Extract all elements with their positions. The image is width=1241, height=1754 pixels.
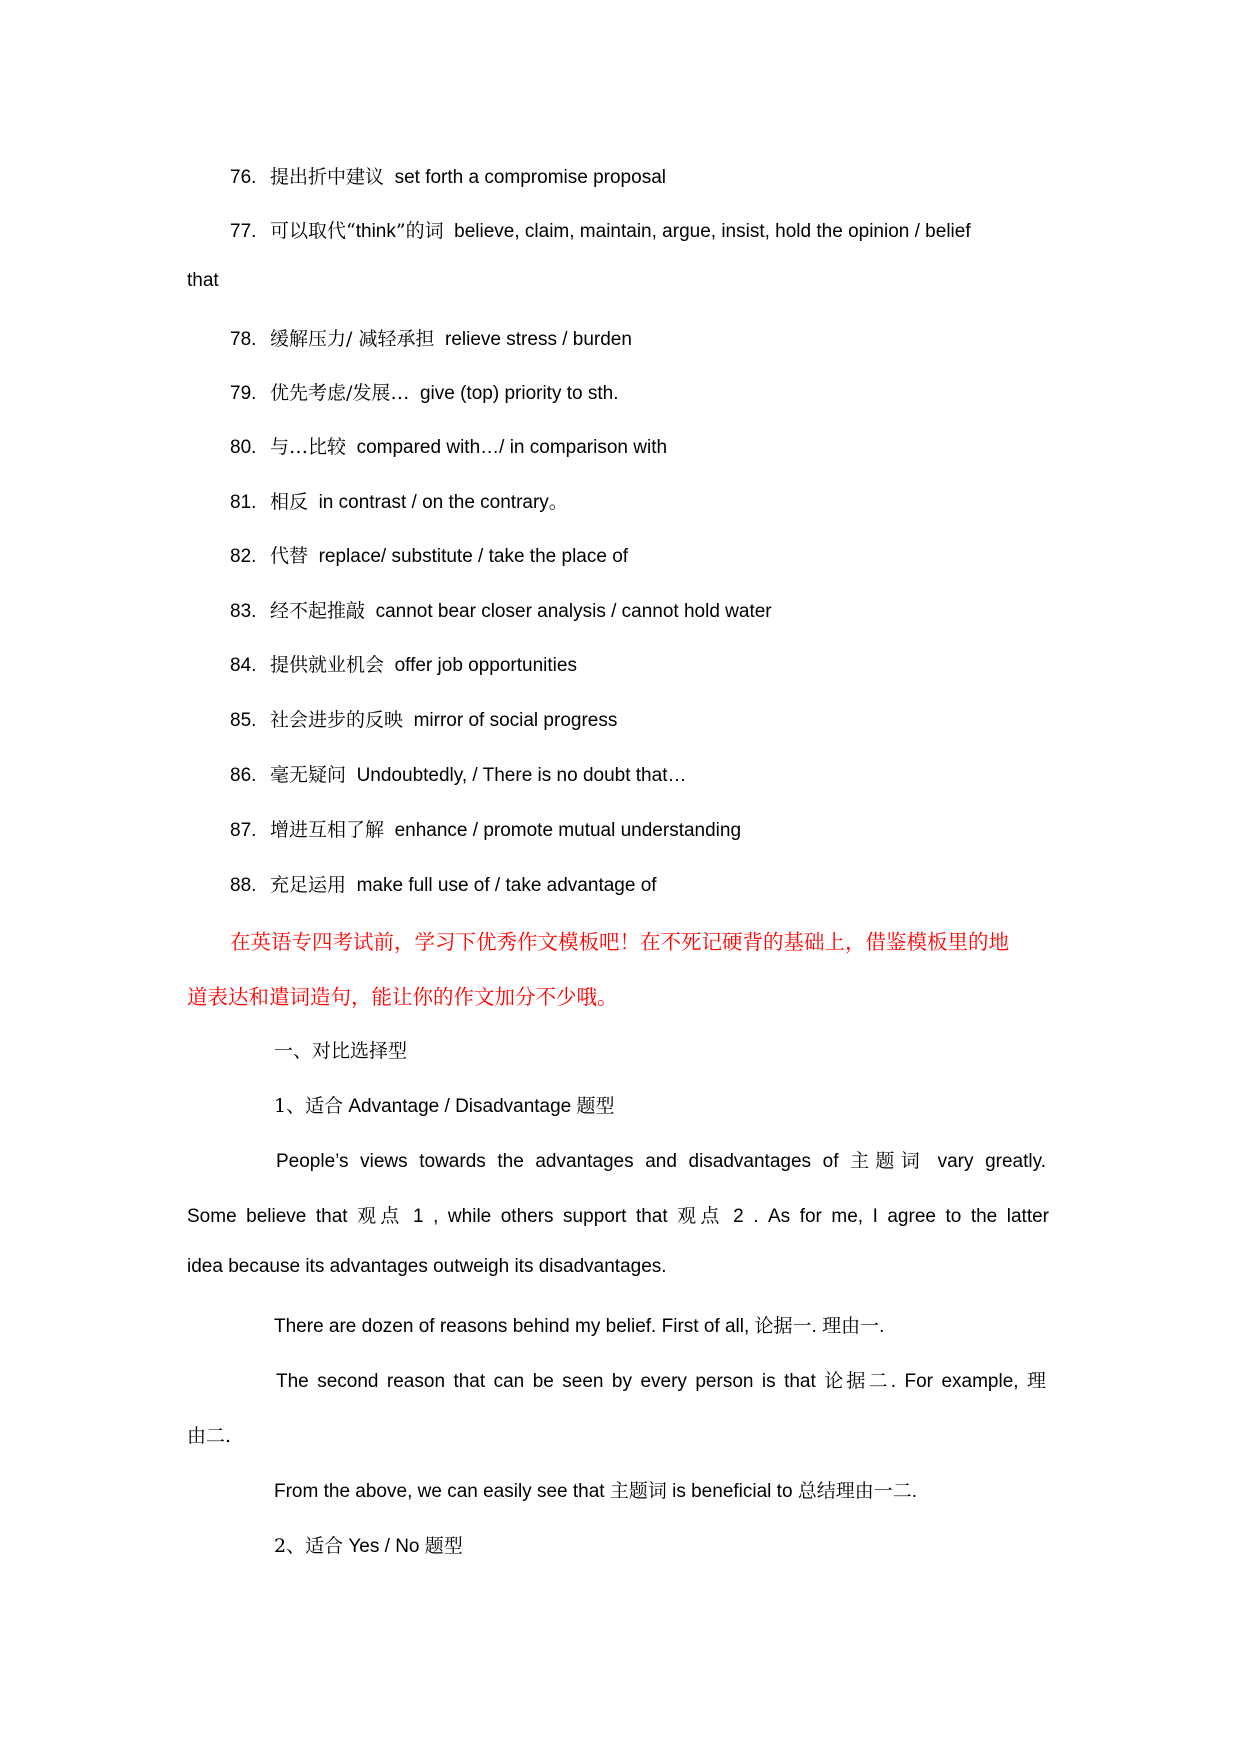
item-number: 88. xyxy=(230,875,257,896)
item-number: 77. xyxy=(230,221,257,242)
item-number: 83. xyxy=(230,601,257,622)
heading-english: Advantage / Disadvantage xyxy=(348,1096,572,1117)
item-english: offer job opportunities xyxy=(394,655,577,676)
item-number: 82. xyxy=(230,546,257,567)
notice-line-2: 道表达和遣词造句，能让你的作文加分不少哦。 xyxy=(187,985,618,1009)
item-english: enhance / promote mutual understanding xyxy=(394,820,742,841)
item-chinese: 代替 xyxy=(270,545,309,567)
item-number: 80. xyxy=(230,437,257,458)
item-chinese: 经不起推敲 xyxy=(270,600,366,622)
item-english: replace/ substitute / take the place of xyxy=(318,546,629,567)
item-english: make full use of / take advantage of xyxy=(356,875,657,896)
paragraph-1-line-2: Some believe that 观点 1 , while others support that 观点 2 . As for me, I agree to the latter xyxy=(187,1206,1049,1227)
paragraph-2: There are dozen of reasons behind my belief. First of all, 论据一. 理由一. xyxy=(274,1316,885,1337)
item-number: 84. xyxy=(230,655,257,676)
template-heading xyxy=(274,1091,615,1118)
paragraph-1-line-3: idea because its advantages outweigh its disadvantages. xyxy=(187,1256,667,1277)
item-english: Undoubtedly, / There is no doubt that… xyxy=(356,765,687,786)
heading-suffix: 题型 xyxy=(424,1535,463,1557)
item-number: 87. xyxy=(230,820,257,841)
item-english: relieve stress / burden xyxy=(445,329,632,350)
section-heading: 一、对比选择型 xyxy=(274,1040,408,1062)
list-item xyxy=(230,162,666,189)
item-number: 79. xyxy=(230,383,257,404)
list-item xyxy=(230,870,657,897)
heading-prefix: 1、适合 xyxy=(274,1095,344,1117)
item-english: set forth a compromise proposal xyxy=(394,167,666,188)
heading-prefix: 2、适合 xyxy=(274,1535,344,1557)
list-item xyxy=(230,487,568,514)
list-item xyxy=(230,705,617,732)
item-chinese-word: think xyxy=(355,221,396,242)
item-continuation: that xyxy=(187,270,219,291)
item-english: cannot bear closer analysis / cannot hold water xyxy=(375,601,772,622)
item-english: in contrast / on the contrary。 xyxy=(318,492,568,513)
list-item xyxy=(230,541,628,568)
list-item xyxy=(230,596,772,623)
item-chinese-prefix: 可以取代“ xyxy=(270,220,356,242)
item-chinese: 充足运用 xyxy=(270,874,347,896)
item-number: 86. xyxy=(230,765,257,786)
item-english: mirror of social progress xyxy=(413,710,618,731)
item-chinese-suffix: ”的词 xyxy=(395,220,444,242)
heading-english: Yes / No xyxy=(348,1536,420,1557)
paragraph-3-line-1: The second reason that can be seen by every person is that 论据二. For example, 理 xyxy=(276,1371,1046,1392)
list-item xyxy=(230,216,971,243)
item-chinese: 优先考虑/发展… xyxy=(270,382,410,404)
item-english: give (top) priority to sth. xyxy=(419,383,619,404)
item-chinese: 提出折中建议 xyxy=(270,166,385,188)
list-item xyxy=(230,760,686,787)
heading-suffix: 题型 xyxy=(576,1095,615,1117)
item-number: 81. xyxy=(230,492,257,513)
item-chinese: 缓解压力/ 减轻承担 xyxy=(270,328,435,350)
list-item xyxy=(230,378,619,405)
item-chinese: 提供就业机会 xyxy=(270,654,385,676)
paragraph-1-line-1: People’s views towards the advantages and disadvantages of 主题词 vary greatly. xyxy=(276,1151,1046,1172)
item-chinese: 社会进步的反映 xyxy=(270,709,404,731)
paragraph-3-line-2: 由二. xyxy=(187,1425,232,1447)
notice-line-1: 在英语专四考试前，学习下优秀作文模板吧！在不死记硬背的基础上，借鉴模板里的地 xyxy=(230,930,1009,954)
item-english: compared with…/ in comparison with xyxy=(356,437,668,458)
paragraph-4: From the above, we can easily see that 主题词 is beneficial to 总结理由一二. xyxy=(274,1481,918,1502)
item-chinese: 毫无疑问 xyxy=(270,764,347,786)
item-chinese: 相反 xyxy=(270,491,309,513)
list-item xyxy=(230,324,632,351)
item-chinese: 增进互相了解 xyxy=(270,819,385,841)
item-english: believe, claim, maintain, argue, insist, hold the opinion / belief xyxy=(454,221,971,242)
item-number: 85. xyxy=(230,710,257,731)
list-item xyxy=(230,650,577,677)
template-heading-2 xyxy=(274,1531,463,1558)
list-item xyxy=(230,815,741,842)
item-chinese: 与…比较 xyxy=(270,436,347,458)
item-number: 78. xyxy=(230,329,257,350)
item-number: 76. xyxy=(230,167,257,188)
list-item xyxy=(230,432,667,459)
